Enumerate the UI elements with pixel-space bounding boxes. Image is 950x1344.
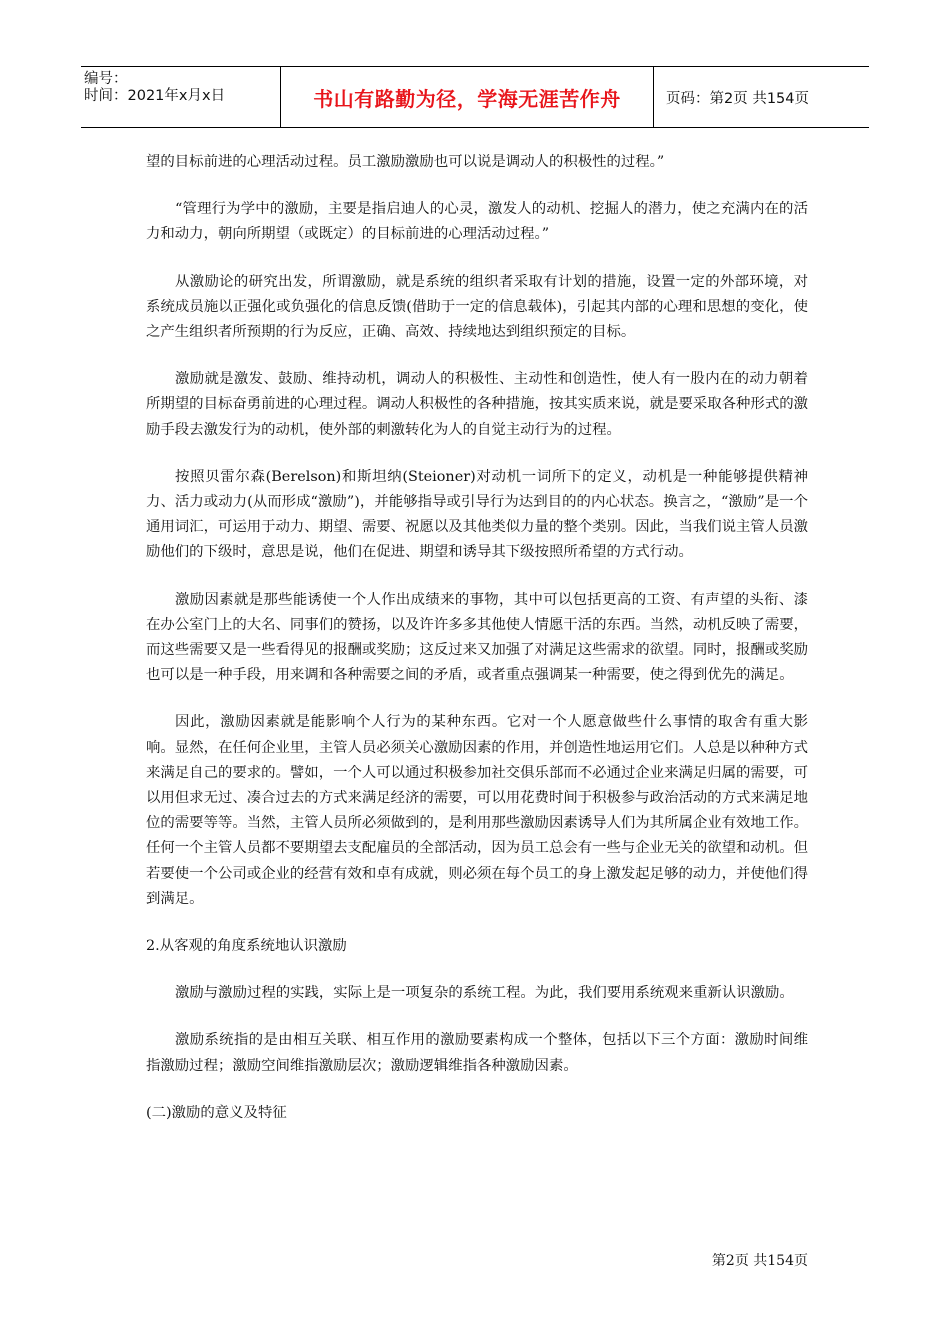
section-heading: (二)激励的意义及特征 bbox=[146, 1104, 287, 1121]
document-number-label: 编号： bbox=[84, 71, 128, 87]
page-footer bbox=[712, 1250, 808, 1270]
page-header bbox=[81, 66, 869, 128]
document-body bbox=[146, 150, 808, 1148]
paragraph: 激励与激励过程的实践，实际上是一项复杂的系统工程。为此，我们要用系统观来重新认识激励。 bbox=[175, 985, 794, 1002]
document-time-label: 时间：2021年x月x日 bbox=[84, 88, 226, 104]
paragraph: “管理行为学中的激励，主要是指启迪人的心灵，激发人的动机、挖掘人的潜力，使之充满内在的活力和动力，朝向所期望（或既定）的目标前进的心理活动过程。” bbox=[146, 201, 808, 243]
section-heading: 2.从客观的角度系统地认识激励 bbox=[146, 938, 347, 955]
paragraph: 激励因素就是那些能诱使一个人作出成绩来的事物，其中可以包括更高的工资、有声望的头衔、漆在办公室门上的大名、同事们的赞扬，以及许许多多其他使人情愿干活的东西。当然，动机反映了需要，而这些需要又是一些看得见的报酬或奖励；这反过来又加强了对满足这些需求的欲望。同时，报酬或奖励也可以是一种手段，用来调和各种需要之间的矛盾，或者重点强调某一种需要，使之得到优先的满足。 bbox=[146, 591, 808, 684]
header-meta bbox=[81, 67, 281, 127]
paragraph: 激励就是激发、鼓励、维持动机，调动人的积极性、主动性和创造性，使人有一股内在的动力朝着所期望的目标奋勇前进的心理过程。调动人积极性的各种措施，按其实质来说，就是要采取各种形式的激励手段去激发行为的动机，使外部的刺激转化为人的自觉主动行为的过程。 bbox=[146, 371, 808, 438]
footer-page-number: 第2页 共154页 bbox=[711, 1253, 808, 1269]
paragraph: 激励系统指的是由相互关联、相互作用的激励要素构成一个整体，包括以下三个方面：激励时间维指激励过程；激励空间维指激励层次；激励逻辑维指各种激励因素。 bbox=[146, 1032, 808, 1074]
paragraph-continuation: 望的目标前进的心理活动过程。员工激励激励也可以说是调动人的积极性的过程。” bbox=[146, 154, 665, 170]
header-page-number: 页码：第2页 共154页 bbox=[666, 90, 810, 107]
header-motto: 书山有路勤为径，学海无涯苦作舟 bbox=[313, 86, 621, 111]
paragraph: 从激励论的研究出发，所谓激励，就是系统的组织者采取有计划的措施，设置一定的外部环境，对系统成员施以正强化或负强化的信息反馈(借助于一定的信息载体)，引起其内部的心理和思想的变化，使之产生组织者所预期的行为反应，正确、高效、持续地达到组织预定的目标。 bbox=[146, 273, 808, 341]
header-page-info bbox=[654, 67, 869, 127]
paragraph: 因此，激励因素就是能影响个人行为的某种东西。它对一个人愿意做些什么事情的取舍有重大影响。显然，在任何企业里，主管人员必须关心激励因素的作用，并创造性地运用它们。人总是以种种方式来满足自己的要求的。譬如，一个人可以通过积极参加社交俱乐部而不必通过企业来满足归属的需要，可以用但求无过、凑合过去的方式来满足经济的需要，可以用花费时间于积极参与政治活动的方式来满足地位的需要等等。当然，主管人员所必须做到的，是利用那些激励因素诱导人们为其所属企业有效地工作。任何一个主管人员都不要期望去支配雇员的全部活动，因为员工总会有一些与企业无关的欲望和动机。但若要使一个公司或企业的经营有效和卓有成就，则必须在每个员工的身上激发起足够的动力，并使他们得到满足。 bbox=[146, 714, 808, 907]
header-motto-cell bbox=[281, 67, 654, 127]
paragraph: 按照贝雷尔森(Berelson)和斯坦纳(Steioner)对动机一词所下的定义，动机是一种能够提供精神力、活力或动力(从而形成“激励”)，并能够指导或引导行为达到目的的内心状态。换言之，“激励”是一个通用词汇，可运用于动力、期望、需要、祝愿以及其他类似力量的整个类别。因此，当我们说主管人员激励他们的下级时，意思是说，他们在促进、期望和诱导其下级按照所希望的方式行动。 bbox=[146, 468, 808, 561]
